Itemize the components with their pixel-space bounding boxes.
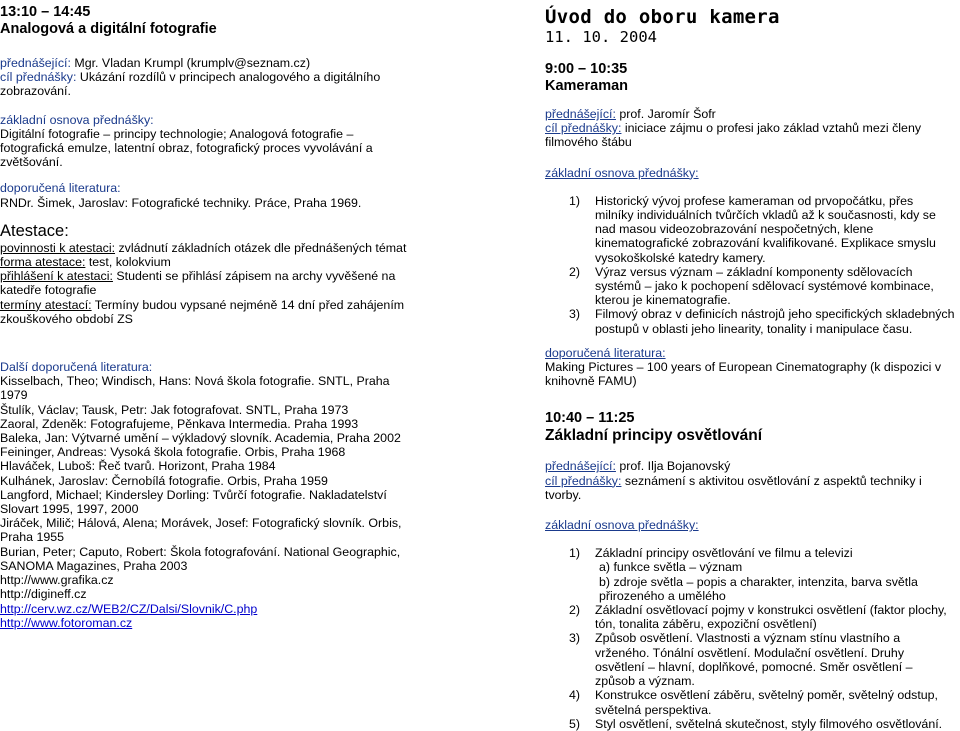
- attestation-heading: Atestace:: [0, 221, 69, 240]
- more-lit-label: Další doporučená literatura:: [0, 360, 153, 375]
- lecturer-value: Mgr. Vladan Krumpl (krumplv@seznam.cz): [70, 56, 311, 70]
- lecturer-label: přednášející:: [0, 56, 71, 70]
- goal-value: Ukázání rozdílů v principech analogového a digitálního zobrazování.: [0, 70, 381, 99]
- s2-goal-line: [545, 474, 955, 502]
- goal-line: [0, 70, 420, 98]
- left-column: [0, 0, 420, 630]
- s1-goal-label: cíl přednášky:: [545, 121, 622, 136]
- literature-item: Baleka, Jan: Výtvarné umění – výkladový slovník. Academia, Praha 2002: [0, 431, 401, 446]
- literature-list: [0, 374, 420, 630]
- s2-outline-list: [545, 546, 955, 731]
- s1-outline-list: [545, 194, 955, 336]
- literature-item: Štulík, Václav; Tausk, Petr: Jak fotografovat. SNTL, Praha 1973: [0, 402, 349, 417]
- session2-title: Základní principy osvětlování: [545, 427, 763, 445]
- list-item: 3) Způsob osvětlení. Vlastnosti a význam stínu vlastního a vrženého. Tónální osvětlení. Modulační osvětlení. Druhy osvětlení – hlavní, doplňkové, pomocné. Směr osvětlení – způsob a význam.: [569, 631, 913, 689]
- duties-label: povinnosti k atestaci:: [0, 240, 116, 255]
- session1-title: Kameraman: [545, 78, 629, 94]
- literature-item: http://digineff.cz: [0, 587, 87, 602]
- signup-line: [0, 269, 420, 297]
- terms-line: [0, 298, 420, 326]
- outline-text: Digitální fotografie – principy technologie; Analogová fotografie – fotografická emulze, latentní obraz, fotografický proces vyvolávání a zvětšování.: [0, 126, 373, 170]
- list-item: 5) Styl osvětlení, světelná skutečnost, styly filmového osvětlování.: [569, 716, 943, 731]
- s2-outline-label: základní osnova přednášky:: [545, 518, 699, 533]
- list-item: 3) Filmový obraz v definicích nástrojů jeho specifických skladebných postupů v oblasti jeho linearity, tonality i manipulace času.: [569, 307, 955, 336]
- list-item: 2) Výraz versus význam – základní komponenty sdělovacích systémů – jako k pochopení sdělovací systémové kombinace, kterou je kinematografie.: [569, 264, 934, 308]
- course-date: 11. 10. 2004: [545, 28, 657, 46]
- link-fotoroman[interactable]: http://www.fotoroman.cz: [0, 615, 133, 630]
- duties-line: [0, 241, 420, 255]
- link-cerv-slovnik[interactable]: http://cerv.wz.cz/WEB2/CZ/Dalsi/Slovnik/C.php: [0, 601, 258, 616]
- literature-item: Jiráček, Milič; Hálová, Alena; Morávek, Josef: Fotografický slovník. Orbis, Praha 1955: [0, 516, 402, 545]
- s1-outline-label: základní osnova přednášky:: [545, 165, 699, 180]
- literature-item: Hlaváček, Luboš: Řeč tvarů. Horizont, Praha 1984: [0, 459, 276, 474]
- list-item: 1) Historický vývoj profese kameraman od prvopočátku, přes milníky individuálních tvůrčích vkladů až k současnosti, kdy se nad masou videozobrazování nespočetných, klene kinematografické zobrazování kvalifikované. Explikace smyslu vysokoškolské katedry kamery.: [569, 193, 936, 265]
- list-item: 2) Základní osvětlovací pojmy v konstrukci osvětlení (faktor plochy, tón, tonalita záběru, expoziční osvětlení): [569, 603, 947, 632]
- s1-recommended-text: Making Pictures – 100 years of European Cinematography (k dispozici v knihovně FAMU): [545, 360, 942, 389]
- s1-goal-value: iniciace zájmu o profesi jako základ vztahů mezi členy filmového štábu: [545, 121, 922, 150]
- session2-time: 10:40 – 11:25: [545, 410, 635, 427]
- s2-lecturer-label: přednášející:: [545, 459, 616, 474]
- list-item: 1) Základní principy osvětlování ve filmu a televizi a) funkce světla – význam b) zdroje světla – popis a charakter, intenzita, barva světla přirozeného a umělého: [569, 546, 918, 603]
- literature-item: Kulhánek, Jaroslav: Černobílá fotografie. Orbis, Praha 1959: [0, 473, 328, 488]
- s1-recommended-label: doporučená literatura:: [545, 345, 666, 360]
- s1-goal-line: [545, 121, 955, 149]
- goal-label: cíl přednášky:: [0, 70, 77, 85]
- form-value: test, kolokvium: [85, 255, 171, 270]
- terms-label: termíny atestací:: [0, 297, 92, 312]
- literature-item: Burian, Peter; Caputo, Robert: Škola fotografování. National Geographic, SANOMA Magazines, Praha 2003: [0, 544, 401, 573]
- literature-item: Feininger, Andreas: Vysoká škola fotografie. Orbis, Praha 1968: [0, 445, 346, 460]
- recommended-text: RNDr. Šimek, Jaroslav: Fotografické techniky. Práce, Praha 1969.: [0, 195, 362, 210]
- right-column: [545, 0, 955, 731]
- s1-lecturer-value: prof. Jaromír Šofr: [615, 107, 716, 121]
- signup-value: Studenti se přihlásí zápisem na archy vyvěšené na katedře fotografie: [0, 269, 396, 298]
- lecturer-line: [0, 56, 420, 70]
- outline-label: základní osnova přednášky:: [0, 112, 154, 127]
- signup-label: přihlášení k atestaci:: [0, 269, 113, 284]
- literature-item: http://www.grafika.cz: [0, 573, 114, 588]
- s2-lecturer-line: [545, 459, 955, 473]
- literature-item: Zaoral, Zdeněk: Fotografujeme, Pěnkava Intermedia. Praha 1993: [0, 416, 359, 431]
- literature-item: Langford, Michael; Kindersley Dorling: Tvůrčí fotografie. Nakladatelství Slovart 1995, 1997, 2000: [0, 487, 387, 517]
- literature-item: Kisselbach, Theo; Windisch, Hans: Nová škola fotografie. SNTL, Praha 1979: [0, 374, 390, 403]
- duties-value: zvládnutí základních otázek dle přednášených témat: [115, 240, 407, 255]
- course-title: Úvod do oboru kamera: [545, 6, 780, 28]
- s2-goal-label: cíl přednášky:: [545, 473, 622, 488]
- s1-lecturer-line: [545, 107, 955, 121]
- s1-lecturer-label: přednášející:: [545, 107, 616, 121]
- recommended-label: doporučená literatura:: [0, 181, 121, 196]
- form-label: forma atestace:: [0, 255, 86, 270]
- session1-time: 9:00 – 10:35: [545, 61, 628, 77]
- session-title: Analogová a digitální fotografie: [0, 21, 217, 37]
- s2-goal-value: seznámení s aktivitou osvětlování z aspektů techniky i tvorby.: [545, 473, 922, 502]
- s2-lecturer-value: prof. Ilja Bojanovský: [615, 459, 731, 474]
- session-time: 13:10 – 14:45: [0, 4, 91, 20]
- form-line: [0, 255, 420, 269]
- list-item: 4) Konstrukce osvětlení záběru, světelný poměr, světelný odstup, světelná perspektiva.: [569, 688, 938, 717]
- terms-value: Termíny budou vypsané nejméně 14 dní před zahájením zkouškového období ZS: [0, 297, 405, 326]
